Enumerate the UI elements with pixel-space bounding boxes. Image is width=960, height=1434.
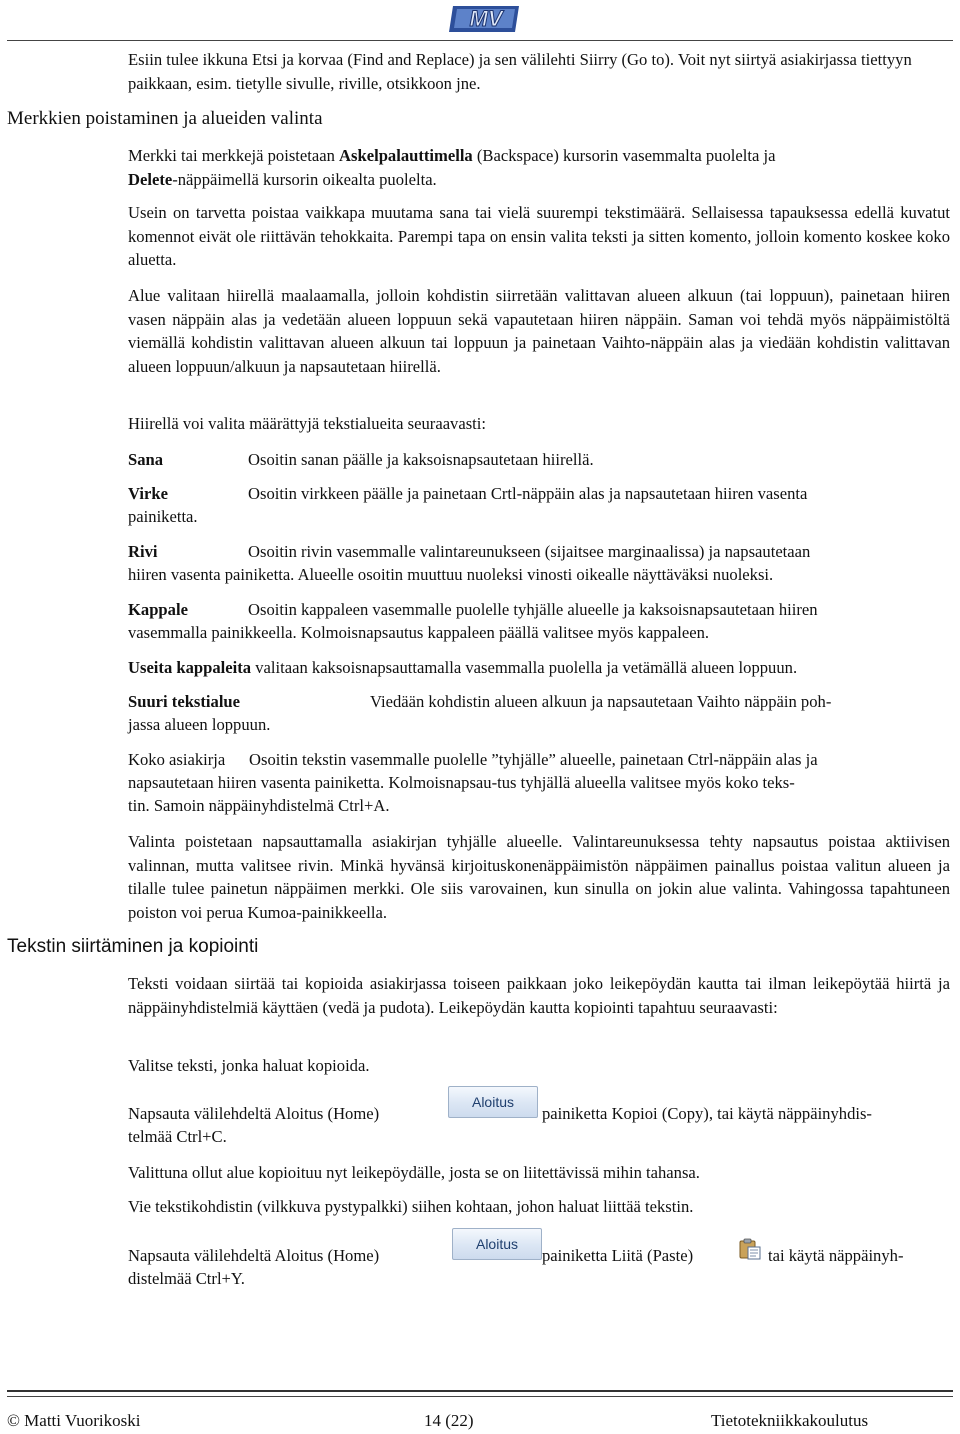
paragraph-vie: Vie tekstikohdistin (vilkkuva pystypalkki) siihen kohtaan, johon haluat liittää tekstin. xyxy=(128,1197,694,1216)
term-delete: Delete xyxy=(128,169,173,189)
aloitus-tab-button-2[interactable]: Aloitus xyxy=(452,1228,542,1260)
paste-icon[interactable] xyxy=(738,1238,762,1260)
paste-instruction-a: Napsauta välilehdeltä Aloitus (Home) xyxy=(128,1246,380,1265)
desc-suuri-cont: jassa alueen loppuun. xyxy=(128,715,271,734)
paragraph-hiirella: Hiirellä voi valita määrättyjä tekstialueita seuraavasti: xyxy=(128,414,487,433)
paragraph-valitse: Valitse teksti, jonka haluat kopioida. xyxy=(128,1056,370,1075)
paragraph-usein: Usein on tarvetta poistaa vaikkapa muutama sana tai vielä suurempi tekstimäärä. Sellaisessa tapauksessa edellä kuvatut komennot eivät ole riittävän tehokkaita. Parempi tapa on ensin valita teksti ja sitten komento, jolloin komento koskee koko aluetta. xyxy=(128,203,950,269)
term-backspace: Askelpalauttimella xyxy=(339,146,473,165)
desc-rivi: Osoitin rivin vasemmalle valintareunukseen (sijaitsee marginaalissa) ja napsautetaan xyxy=(248,542,811,561)
paragraph-teksti: Teksti voidaan siirtää tai kopioida asiakirjassa toiseen paikkaan joko leikepöydän kautta tai ilman leikepöytää hiirtä ja näppäinyhdistelmiä käyttäen (vedä ja pudota). Leikepöydän kautta kopiointi tapahtuu seuraavasti: xyxy=(128,974,950,1017)
footer-organization: Tietotekniikkakoulutus xyxy=(711,1411,869,1430)
term-koko: Koko asiakirja xyxy=(128,750,226,769)
paragraph-useita xyxy=(128,656,797,680)
desc-koko: Osoitin tekstin vasemmalle puolelle ”tyhjälle” alueelle, painetaan Ctrl-näppäin alas ja xyxy=(249,750,818,769)
aloitus-tab-button[interactable]: Aloitus xyxy=(448,1086,538,1118)
mv-logo xyxy=(449,4,523,34)
desc-sana: Osoitin sanan päälle ja kaksoisnapsautetaan hiirellä. xyxy=(248,450,594,469)
term-useita: Useita kappaleita xyxy=(128,658,252,677)
copy-instruction-b: painiketta Kopioi (Copy), tai käytä näppäinyhdis- xyxy=(542,1104,872,1123)
term-rivi: Rivi xyxy=(128,542,158,561)
desc-koko-cont2: tin. Samoin näppäinyhdistelmä Ctrl+A. xyxy=(128,796,390,815)
section-heading-selection: Merkkien poistaminen ja alueiden valinta xyxy=(7,108,323,129)
desc-virke: Osoitin virkkeen päälle ja painetaan Crtl-näppäin alas ja napsautetaan hiiren vasenta xyxy=(248,484,808,503)
footer-rule xyxy=(7,1390,953,1392)
paste-instruction-c: tai käytä näppäinyh- xyxy=(768,1246,904,1265)
term-suuri: Suuri tekstialue xyxy=(128,692,241,711)
header-rule xyxy=(7,40,953,41)
logo-text: MV xyxy=(469,6,503,31)
intro-paragraph: Esiin tulee ikkuna Etsi ja korvaa (Find and Replace) ja sen välilehti Siirry (Go to). Voit nyt siirtyä asiakirjassa tiettyyn paikkaan, esim. tietylle sivulle, riville, otsikkoon jne. xyxy=(128,50,912,93)
desc-koko-cont: napsautetaan hiiren vasenta painiketta. Kolmoisnapsau-tus tyhjällä alueella valitsee myös koko teks- xyxy=(128,773,795,792)
desc-kappale-cont: vasemmalla painikkeella. Kolmoisnapsautus kappaleen päällä valitsee myös kappaleen. xyxy=(128,623,710,642)
desc-virke-cont: painiketta. xyxy=(128,507,198,526)
copy-instruction-a: Napsauta välilehdeltä Aloitus (Home) xyxy=(128,1104,380,1123)
paste-instruction-b: painiketta Liitä (Paste) xyxy=(542,1246,694,1265)
section-heading-copy: Tekstin siirtäminen ja kopiointi xyxy=(7,936,259,957)
desc-suuri: Viedään kohdistin alueen alkuun ja napsautetaan Vaihto näppäin poh- xyxy=(370,692,832,711)
paragraph-valinta: Valinta poistetaan napsauttamalla asiakirjan tyhjälle alueelle. Valintareunuksessa tehty napsautus poistaa aktiivisen valinnan, mutta valitsee rivin. Minkä hyvänsä kirjoituskonenäppäimistön näppäimen painallus poistaa valitun alueen ja tilalle tulee painetun näppäimen merkki. Ole siis varovainen, kun sinulla on jokin alue valinta. Vahingossa tapahtuneen poiston voi perua Kumoa-painikkeella. xyxy=(128,832,950,922)
term-virke: Virke xyxy=(128,484,168,503)
paragraph-valittuna: Valittuna ollut alue kopioituu nyt leikepöydälle, josta se on liitettävissä mihin tahansa. xyxy=(128,1163,700,1182)
desc-kappale: Osoitin kappaleen vasemmalle puolelle tyhjälle alueelle ja kaksoisnapsautetaan hiiren xyxy=(248,600,818,619)
desc-useita: valitaan kaksoisnapsauttamalla vasemmalla puolella ja vetämällä alueen loppuun. xyxy=(251,658,798,677)
text-run: (Backspace) kursorin vasemmalta puolelta ja xyxy=(472,146,776,165)
copy-instruction-c: telmää Ctrl+C. xyxy=(128,1127,227,1146)
paste-instruction-d: distelmää Ctrl+Y. xyxy=(128,1269,245,1288)
term-kappale: Kappale xyxy=(128,600,188,619)
footer-author: © Matti Vuorikoski xyxy=(7,1411,141,1430)
desc-rivi-cont: hiiren vasenta painiketta. Alueelle osoitin muuttuu nuoleksi vinosti oikealle näyttäväksi nuoleksi. xyxy=(128,565,774,584)
footer-rule-thin xyxy=(7,1396,953,1397)
term-sana: Sana xyxy=(128,450,164,469)
footer-page-number: 14 (22) xyxy=(424,1411,474,1430)
paragraph-alue: Alue valitaan hiirellä maalaamalla, jolloin kohdistin siirretään valittavan alueen alkuun (tai loppuun), painetaan hiiren vasen näppäin alas ja vedetään alueen loppuun sekä vapautetaan hiiren näppäin. Saman voi tehdä myös näppäimistöltä viemällä kohdistin valittavan alueen alkuun tai loppuun ja painetaan Vaihto-näppäin alas ja viedään kohdistin valittavan alueen loppuun/alkuun ja napsautetaan hiirellä. xyxy=(128,286,950,376)
text-run: -näppäimellä kursorin oikealta puolelta. xyxy=(172,169,437,189)
text-run: Merkki tai merkkejä poistetaan xyxy=(128,146,340,165)
paragraph-delete xyxy=(128,144,950,191)
